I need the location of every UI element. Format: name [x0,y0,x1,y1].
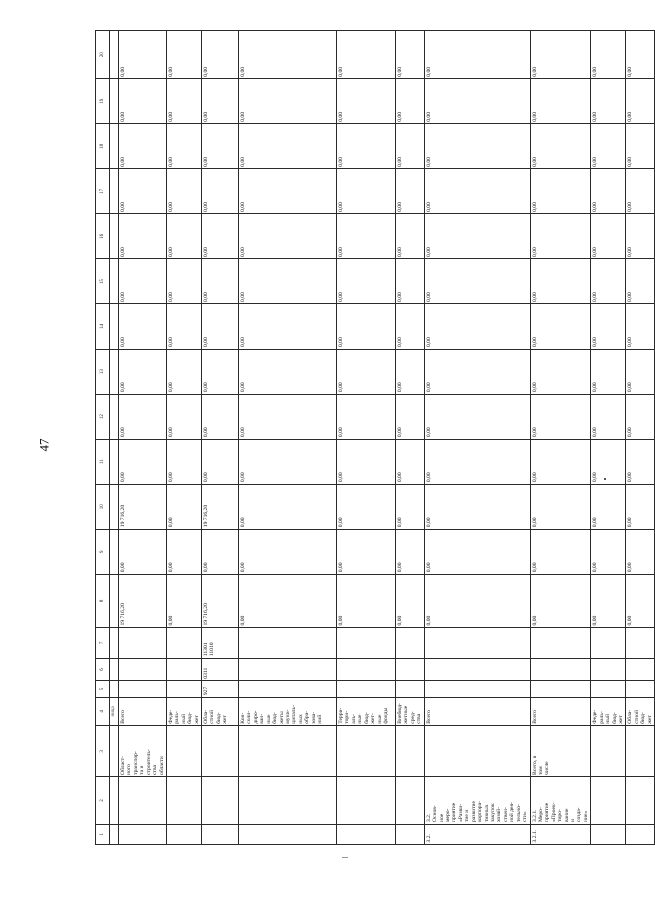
table-cell: 0,00 [166,574,201,627]
table-cell: 0,00 [239,484,337,529]
table-cell: 0,00 [239,304,337,349]
table-cell [530,628,591,659]
table-cell: 0,00 [424,169,530,214]
table-cell: 19 716,20 [119,574,167,627]
table-cell: 0,00 [530,574,591,627]
table-cell: 0,00 [119,529,167,574]
table-cell: 0,00 [424,79,530,124]
table-cell: 0,00 [530,214,591,259]
table-cell: 0,00 [591,574,626,627]
table-cell: 0,00 [591,214,626,259]
table-cell: 0,00 [424,214,530,259]
table-cell: 0,00 [119,394,167,439]
table-cell: 0,00 [202,349,239,394]
table-cell: 0,00 [626,574,655,627]
table-row [166,31,201,845]
table-cell [591,726,626,777]
table-cell: 0,00 [337,349,396,394]
table-cell [591,777,626,824]
column-number: 1 [96,824,110,844]
table-cell: 0,00 [530,31,591,79]
table-cell [166,824,201,844]
table-row [424,31,530,845]
table-cell: 0,00 [337,79,396,124]
subheader-cell [110,394,119,439]
subheader-cell [110,214,119,259]
table-cell: 0,00 [119,349,167,394]
table-cell [337,628,396,659]
table-cell [239,824,337,844]
table-cell: 0,00 [119,124,167,169]
table-cell: 0,00 [166,259,201,304]
table-cell [202,726,239,777]
table-cell: 0,00 [166,169,201,214]
table-cell: 0,00 [166,31,201,79]
table-cell: 0,00 [530,529,591,574]
table-cell: 0,00 [591,349,626,394]
table-cell [166,777,201,824]
table-cell [119,658,167,681]
table-cell [591,628,626,659]
table-row [119,31,167,845]
table-cell: 3.2.1. Меро- приятие «Проек- тиро- вание и созда- ние» [530,777,591,824]
table-cell [239,658,337,681]
table-row [591,31,626,845]
table-cell: Кон- соли- диро- ван- ные бюд- жеты муни- ципаль- ных обра- зова- ний [239,697,337,726]
table-cell: 0,00 [424,484,530,529]
budget-table [95,30,655,845]
table-cell [626,824,655,844]
table-cell [626,777,655,824]
table-cell: 0,00 [591,484,626,529]
table-cell: Област- ного транспор- та и строитель- ства области [119,726,167,777]
column-number: 2 [96,777,110,824]
table-cell: 0,00 [337,124,396,169]
table-cell: 0,00 [626,124,655,169]
table-cell [530,658,591,681]
table-cell: 0,00 [591,259,626,304]
table-cell [337,658,396,681]
table-cell: 0,00 [626,259,655,304]
table-cell: 0,00 [591,304,626,349]
table-cell [119,681,167,697]
table-cell: 0,00 [337,439,396,484]
table-cell [396,681,425,697]
table-cell: 0,00 [626,169,655,214]
table-cell: 0,00 [424,31,530,79]
table-cell [239,777,337,824]
table-cell [626,658,655,681]
header-row [96,31,110,845]
table-cell: 0,00 [591,439,626,484]
table-cell: 0,00 [119,214,167,259]
table-cell: 0,00 [591,529,626,574]
table-cell: 0,00 [166,394,201,439]
table-cell: 19 716,20 [202,574,239,627]
subheader-cell [110,124,119,169]
subheader-cell [110,574,119,627]
table-cell: 0,00 [396,31,425,79]
table-cell: 0,00 [424,529,530,574]
table-cell: 0,00 [239,394,337,439]
table-cell: Всего [530,697,591,726]
table-cell: 0,00 [239,79,337,124]
subheader-cell [110,777,119,824]
table-cell [530,681,591,697]
column-number: 7 [96,628,110,659]
table-cell: 0,00 [239,31,337,79]
subheader-cell [110,726,119,777]
table-cell: 0,00 [396,79,425,124]
table-row [396,31,425,845]
table-row [337,31,396,845]
table-cell: 0,00 [396,439,425,484]
table-cell [424,681,530,697]
subheader-cell: ница [110,697,119,726]
scan-speck [342,857,348,858]
table-cell: 0,00 [166,214,201,259]
table-cell: 0,00 [424,124,530,169]
table-cell [424,726,530,777]
table-cell: 0,00 [337,214,396,259]
table-cell: 0,00 [424,259,530,304]
table-cell: 0,00 [166,79,201,124]
table-row [626,31,655,845]
table-cell: Феде- раль- ный бюд- жет [166,697,201,726]
table-cell: 0,00 [166,439,201,484]
table-cell: 0,00 [396,484,425,529]
column-number: 5 [96,681,110,697]
table-cell: 0,00 [202,31,239,79]
table-cell: 0,00 [530,169,591,214]
table-cell [626,726,655,777]
table-cell [337,726,396,777]
table-cell: 0,00 [424,349,530,394]
column-number: 3 [96,726,110,777]
subheader-cell [110,259,119,304]
table-cell: 0,00 [337,169,396,214]
table-cell: 0,00 [530,79,591,124]
table-cell: 0,00 [396,214,425,259]
table-cell: 0,00 [166,484,201,529]
table-cell: 0,00 [202,259,239,304]
table-cell: 0,00 [166,304,201,349]
table-cell [166,628,201,659]
subheader-cell [110,681,119,697]
table-cell [396,824,425,844]
table-cell: Всего [119,697,167,726]
table-cell: 0,00 [202,169,239,214]
table-cell: 0,00 [119,304,167,349]
column-number: 12 [96,394,110,439]
column-number: 9 [96,529,110,574]
column-number: 16 [96,214,110,259]
table-cell: 0,00 [396,304,425,349]
table-cell: 0,00 [530,484,591,529]
column-number: 15 [96,259,110,304]
table-cell: 0,00 [530,304,591,349]
table-cell [396,777,425,824]
table-cell [626,628,655,659]
table-cell: 0,00 [166,124,201,169]
subheader-row [110,31,119,845]
table-cell: Внебюд- жетные сред- ства [396,697,425,726]
table-cell: 0,00 [591,79,626,124]
subheader-cell [110,304,119,349]
table-cell: 927 [202,681,239,697]
table-cell: 0,00 [337,574,396,627]
table-cell [591,824,626,844]
subheader-cell [110,484,119,529]
table-cell: 0,00 [626,349,655,394]
subheader-cell [110,31,119,79]
table-cell: 0,00 [239,529,337,574]
table-cell [166,681,201,697]
subheader-cell [110,658,119,681]
table-cell: 0,00 [626,484,655,529]
column-number: 8 [96,574,110,627]
table-cell [166,726,201,777]
table-cell [337,777,396,824]
subheader-cell [110,824,119,844]
table-row [202,31,239,845]
table-cell [119,628,167,659]
table-cell [591,658,626,681]
table-cell: 0,00 [424,439,530,484]
table-cell: 0,00 [239,259,337,304]
subheader-cell [110,529,119,574]
column-number: 14 [96,304,110,349]
table-cell: 0,00 [239,124,337,169]
table-cell [337,824,396,844]
table-cell: 0,00 [337,31,396,79]
table-cell: 0,00 [202,304,239,349]
column-number: 20 [96,31,110,79]
subheader-cell [110,79,119,124]
rotated-table-content [95,30,653,845]
table-cell [396,658,425,681]
table-cell: 0,00 [424,304,530,349]
table-cell [119,777,167,824]
table-cell [396,628,425,659]
table-cell: 0,00 [337,304,396,349]
table-cell: 0,00 [337,484,396,529]
table-body [96,31,655,845]
table-cell [626,681,655,697]
table-cell [337,681,396,697]
table-cell [239,628,337,659]
table-cell: 0,00 [202,79,239,124]
table-cell: 0,00 [396,124,425,169]
table-cell: 0,00 [119,439,167,484]
table-cell: 0,00 [239,439,337,484]
table-cell [424,628,530,659]
table-cell: Феде- раль- ный бюд- жет [591,697,626,726]
table-cell: 0,00 [119,79,167,124]
table-cell [119,824,167,844]
table-cell: 0,00 [396,259,425,304]
table-cell: 0,00 [202,529,239,574]
table-cell: 0,00 [337,529,396,574]
table-cell: Терри- тори- аль- ные бюд- жет- ные фонды [337,697,396,726]
table-cell: 0,00 [337,394,396,439]
table-row [239,31,337,845]
table-cell: 0,00 [396,349,425,394]
table-cell: 0,00 [626,529,655,574]
table-cell: 0,00 [396,394,425,439]
table-cell: Обла- стной бюд- жет [626,697,655,726]
table-cell [166,658,201,681]
rotated-table-frame [95,30,653,845]
column-number: 11 [96,439,110,484]
table-cell: 0,00 [591,394,626,439]
page-number: 47 [36,438,52,452]
table-row [530,31,591,845]
table-cell [239,726,337,777]
table-cell: 0,00 [530,439,591,484]
column-number: 4 [96,697,110,726]
table-cell: 0,00 [239,574,337,627]
table-cell: 0,00 [396,169,425,214]
table-cell: 0311 [202,658,239,681]
table-cell: 0,00 [166,349,201,394]
table-cell: 0,00 [202,124,239,169]
table-cell: 0,00 [119,259,167,304]
table-cell: 0,00 [626,79,655,124]
table-cell: 0,00 [202,214,239,259]
table-cell [202,777,239,824]
table-cell: 0,00 [396,529,425,574]
table-cell: 0,00 [626,394,655,439]
table-cell: 0,00 [239,214,337,259]
table-cell: 0,00 [239,169,337,214]
table-cell: 0,00 [424,574,530,627]
table-cell: Обла- стной бюд- жет [202,697,239,726]
table-cell: 0,00 [202,394,239,439]
table-cell [591,681,626,697]
table-cell: 0,00 [530,394,591,439]
table-cell: 0,00 [337,259,396,304]
table-cell: 19 716,20 [119,484,167,529]
table-cell: 0,00 [591,31,626,79]
table-cell [239,681,337,697]
table-cell: 3.2.1. [530,824,591,844]
table-cell: 0,00 [119,31,167,79]
subheader-cell [110,349,119,394]
table-cell: 0,00 [424,394,530,439]
table-cell: 0,00 [626,439,655,484]
table-cell: 0,00 [119,169,167,214]
table-cell: 19 716,20 [202,484,239,529]
table-cell: 11301 11010 [202,628,239,659]
table-cell [396,726,425,777]
table-cell: 0,00 [591,169,626,214]
table-cell: 0,00 [626,304,655,349]
column-number: 17 [96,169,110,214]
column-number: 6 [96,658,110,681]
table-cell: 0,00 [626,214,655,259]
column-number: 10 [96,484,110,529]
table-cell: 0,00 [626,31,655,79]
subheader-cell [110,169,119,214]
table-cell: 0,00 [166,529,201,574]
table-cell: 0,00 [239,349,337,394]
subheader-cell [110,628,119,659]
column-number: 13 [96,349,110,394]
table-cell: 0,00 [530,259,591,304]
table-cell: 0,00 [202,439,239,484]
table-cell: 3.2. Основ- ное меро- приятие «Разви- тие и развитие корпора- тивных закупок хозяй- ствен- ной дея- тельно- сти» [424,777,530,824]
table-cell: 3.2. [424,824,530,844]
subheader-cell [110,439,119,484]
table-cell: 0,00 [591,124,626,169]
table-cell [202,824,239,844]
table-cell: 0,00 [530,349,591,394]
table-cell: 0,00 [530,124,591,169]
column-number: 19 [96,79,110,124]
table-cell [424,658,530,681]
table-cell: Всего, в том числе [530,726,591,777]
table-cell: 0,00 [396,574,425,627]
column-number: 18 [96,124,110,169]
table-cell: Всего [424,697,530,726]
